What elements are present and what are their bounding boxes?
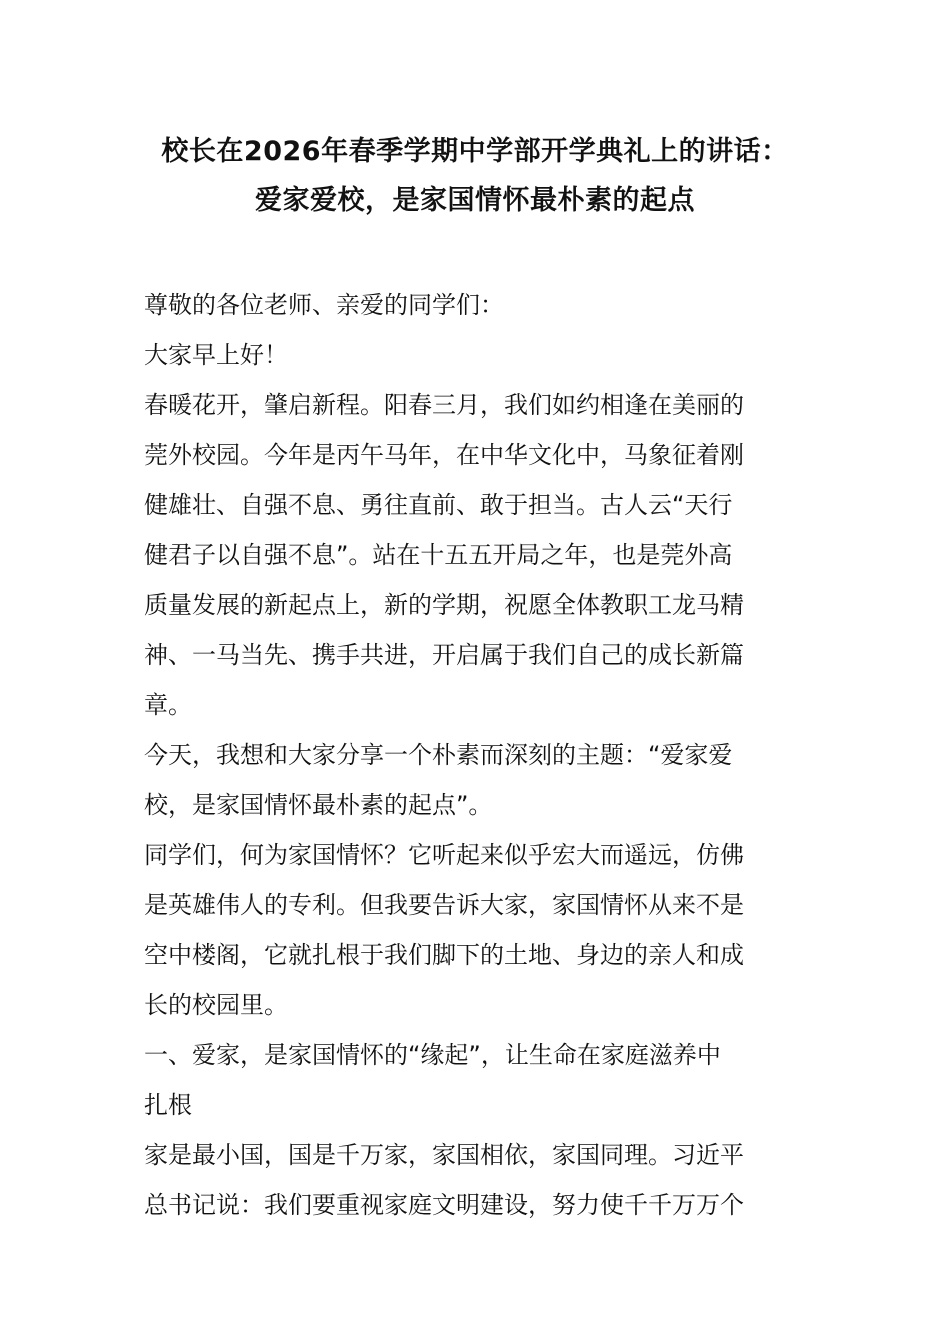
body-line: 校，是家国情怀最朴素的起点”。 xyxy=(144,791,493,819)
document-title-line-1: 校长在2026年春季学期中学部开学典礼上的讲话： xyxy=(161,136,789,167)
body-line: 总书记说：我们要重视家庭文明建设，努力使千千万万个 xyxy=(144,1191,744,1219)
body-line: 同学们，何为家国情怀？它听起来似乎宏大而遥远，仿佛 xyxy=(144,841,744,869)
body-line: 章。 xyxy=(144,691,192,719)
body-line: 家是最小国，国是千万家，家国相依，家国同理。习近平 xyxy=(144,1141,744,1169)
body-line: 今天，我想和大家分享一个朴素而深刻的主题：“爱家爱 xyxy=(144,741,733,769)
body-line: 春暖花开，肇启新程。阳春三月，我们如约相逢在美丽的 xyxy=(144,391,744,419)
body-line: 莞外校园。今年是丙午马年，在中华文化中，马象征着刚 xyxy=(144,441,744,469)
document-title-line-2: 爱家爱校，是家国情怀最朴素的起点 xyxy=(255,185,695,216)
greeting: 大家早上好！ xyxy=(144,341,288,369)
body-line: 健君子以自强不息”。站在十五五开局之年，也是莞外高 xyxy=(144,541,733,569)
body-line: 神、一马当先、携手共进，开启属于我们自己的成长新篇 xyxy=(144,641,744,669)
body-line: 空中楼阁，它就扎根于我们脚下的土地、身边的亲人和成 xyxy=(144,941,744,969)
body-line: 质量发展的新起点上，新的学期，祝愿全体教职工龙马精 xyxy=(144,591,744,619)
section-heading-line: 扎根 xyxy=(144,1091,192,1119)
section-heading-line: 一、爱家，是家国情怀的“缘起”，让生命在家庭滋养中 xyxy=(144,1041,721,1069)
body-line: 是英雄伟人的专利。但我要告诉大家，家国情怀从来不是 xyxy=(144,891,744,919)
body-line: 长的校园里。 xyxy=(144,991,288,1019)
salutation: 尊敬的各位老师、亲爱的同学们： xyxy=(144,291,504,319)
body-line: 健雄壮、自强不息、勇往直前、敢于担当。古人云“天行 xyxy=(144,491,733,519)
document-body xyxy=(144,280,808,1230)
